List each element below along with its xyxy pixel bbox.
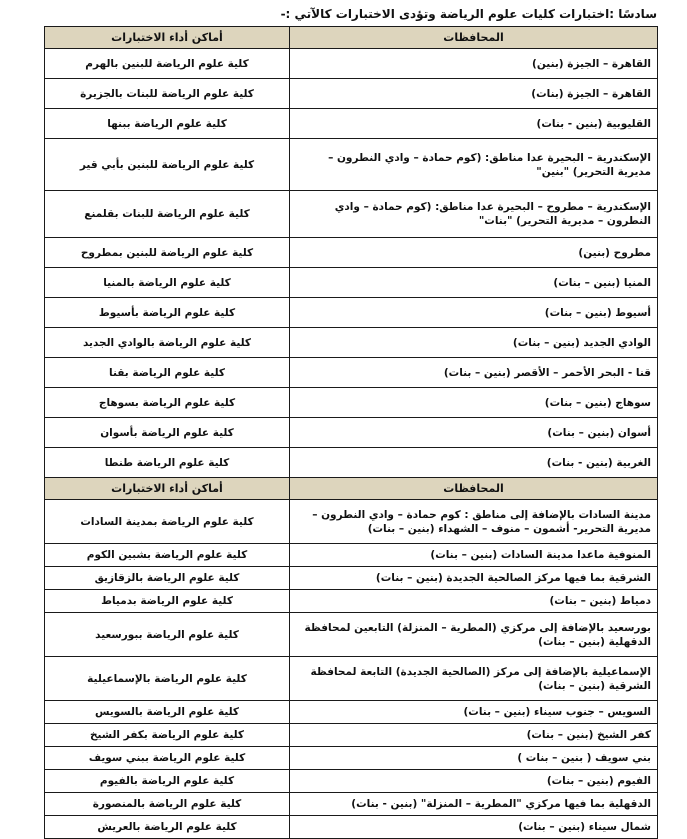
exam-place-cell: كلية علوم الرياضة بأسيوط [45,298,290,328]
exam-place-cell: كلية علوم الرياضة بسوهاج [45,388,290,418]
governorate-cell: دمياط (بنين – بنات) [290,590,658,613]
exam-place-cell: كلية علوم الرياضة بالمنيا [45,268,290,298]
governorate-cell: القاهرة – الجيزة (بنات) [290,79,658,109]
table-row [45,268,658,298]
table-row [45,139,658,191]
table-row [45,238,658,268]
table-row [45,816,658,839]
table-row [45,590,658,613]
governorate-cell: كفر الشيخ (بنين – بنات) [290,724,658,747]
governorate-cell: الدقهلية بما فيها مركزي "المطرية – المنزلة" (بنين - بنات) [290,793,658,816]
table-row [45,358,658,388]
table-row [45,418,658,448]
exam-place-cell: كلية علوم الرياضة للبنين بالهرم [45,49,290,79]
table-row [45,298,658,328]
table-row [45,388,658,418]
exam-place-cell: كلية علوم الرياضة بقنا [45,358,290,388]
table-row [45,79,658,109]
table-row [45,657,658,701]
table-row [45,747,658,770]
table-header-row [45,27,658,49]
governorate-cell: المنيا (بنين – بنات) [290,268,658,298]
header-governorates: المحافظات [290,478,658,500]
exam-place-cell: كلية علوم الرياضة للبنات بقلمنع [45,191,290,238]
exam-place-cell: كلية علوم الرياضة بالسويس [45,701,290,724]
exam-place-cell: كلية علوم الرياضة بشبين الكوم [45,544,290,567]
table-row [45,500,658,544]
exam-place-cell: كلية علوم الرياضة بالوادي الجديد [45,328,290,358]
governorate-cell: أسيوط (بنين – بنات) [290,298,658,328]
exam-place-cell: كلية علوم الرياضة ببنها [45,109,290,139]
exam-place-cell: كلية علوم الرياضة طنطا [45,448,290,478]
governorate-cell: القاهرة – الجيزة (بنين) [290,49,658,79]
governorate-cell: السويس – جنوب سيناء (بنين – بنات) [290,701,658,724]
governorate-cell: الشرقية بما فيها مركز الصالحية الجديدة (بنين – بنات) [290,567,658,590]
table-row [45,567,658,590]
governorate-cell: شمال سيناء (بنين – بنات) [290,816,658,839]
table-row [45,613,658,657]
exam-place-cell: كلية علوم الرياضة بكفر الشيخ [45,724,290,747]
header-exam-places: أماكن أداء الاختبارات [45,27,290,49]
table-row [45,770,658,793]
table-row [45,109,658,139]
table-row [45,544,658,567]
governorate-cell: بورسعيد بالإضافة إلى مركزي (المطرية – المنزلة) التابعين لمحافظة الدقهلية (بنين – بنات) [290,613,658,657]
governorate-cell: الفيوم (بنين – بنات) [290,770,658,793]
page-heading: سادسًا :اختبارات كليات علوم الرياضة وتؤدى الاختبارات كالآتي :- [280,7,657,21]
exam-place-cell: كلية علوم الرياضة بالمنصورة [45,793,290,816]
header-exam-places: أماكن أداء الاختبارات [45,478,290,500]
governorate-cell: بني سويف ( بنين – بنات ) [290,747,658,770]
governorate-cell: الإسكندرية – مطروح – البحيرة عدا مناطق: (كوم حمادة – وادي النطرون – مديرية التحرير) "بنات" [290,191,658,238]
governorate-cell: مدينة السادات بالإضافة إلى مناطق : كوم حمادة – وادي النطرون – مديرية التحرير- أشمون – منوف – الشهداء (بنين – بنات) [290,500,658,544]
exam-place-cell: كلية علوم الرياضة بالإسماعيلية [45,657,290,701]
table-row [45,701,658,724]
governorate-cell: مطروح (بنين) [290,238,658,268]
governorate-cell: أسوان (بنين – بنات) [290,418,658,448]
table-row [45,328,658,358]
header-governorates: المحافظات [290,27,658,49]
governorate-cell: الإسكندرية – البحيرة عدا مناطق: (كوم حمادة – وادي النطرون – مديرية التحرير) "بنين" [290,139,658,191]
exam-place-cell: كلية علوم الرياضة بالزقازيق [45,567,290,590]
exam-place-cell: كلية علوم الرياضة للبنين بأبي قير [45,139,290,191]
exam-place-cell: كلية علوم الرياضة ببورسعيد [45,613,290,657]
governorate-cell: الغربية (بنين - بنات) [290,448,658,478]
governorate-cell: القليوبية (بنين - بنات) [290,109,658,139]
exam-place-cell: كلية علوم الرياضة للبنين بمطروح [45,238,290,268]
governorate-cell: سوهاج (بنين – بنات) [290,388,658,418]
table-row [45,191,658,238]
exam-locations-table [44,26,658,839]
exam-place-cell: كلية علوم الرياضة للبنات بالجزيرة [45,79,290,109]
table-row [45,793,658,816]
table-row [45,49,658,79]
governorate-cell: قنا - البحر الأحمر – الأقصر (بنين – بنات) [290,358,658,388]
exam-place-cell: كلية علوم الرياضة بمدينة السادات [45,500,290,544]
table-header-row [45,478,658,500]
exam-place-cell: كلية علوم الرياضة ببني سويف [45,747,290,770]
table-row [45,724,658,747]
governorate-cell: الوادي الجديد (بنين – بنات) [290,328,658,358]
exam-locations-table-wrapper [46,26,658,839]
exam-place-cell: كلية علوم الرياضة بأسوان [45,418,290,448]
exam-place-cell: كلية علوم الرياضة بدمياط [45,590,290,613]
governorate-cell: المنوفية ماعدا مدينة السادات (بنين – بنات) [290,544,658,567]
table-row [45,448,658,478]
exam-place-cell: كلية علوم الرياضة بالعريش [45,816,290,839]
exam-place-cell: كلية علوم الرياضة بالفيوم [45,770,290,793]
governorate-cell: الإسماعيلية بالإضافة إلى مركز (الصالحية الجديدة) التابعة لمحافظة الشرقية (بنين – بنات) [290,657,658,701]
